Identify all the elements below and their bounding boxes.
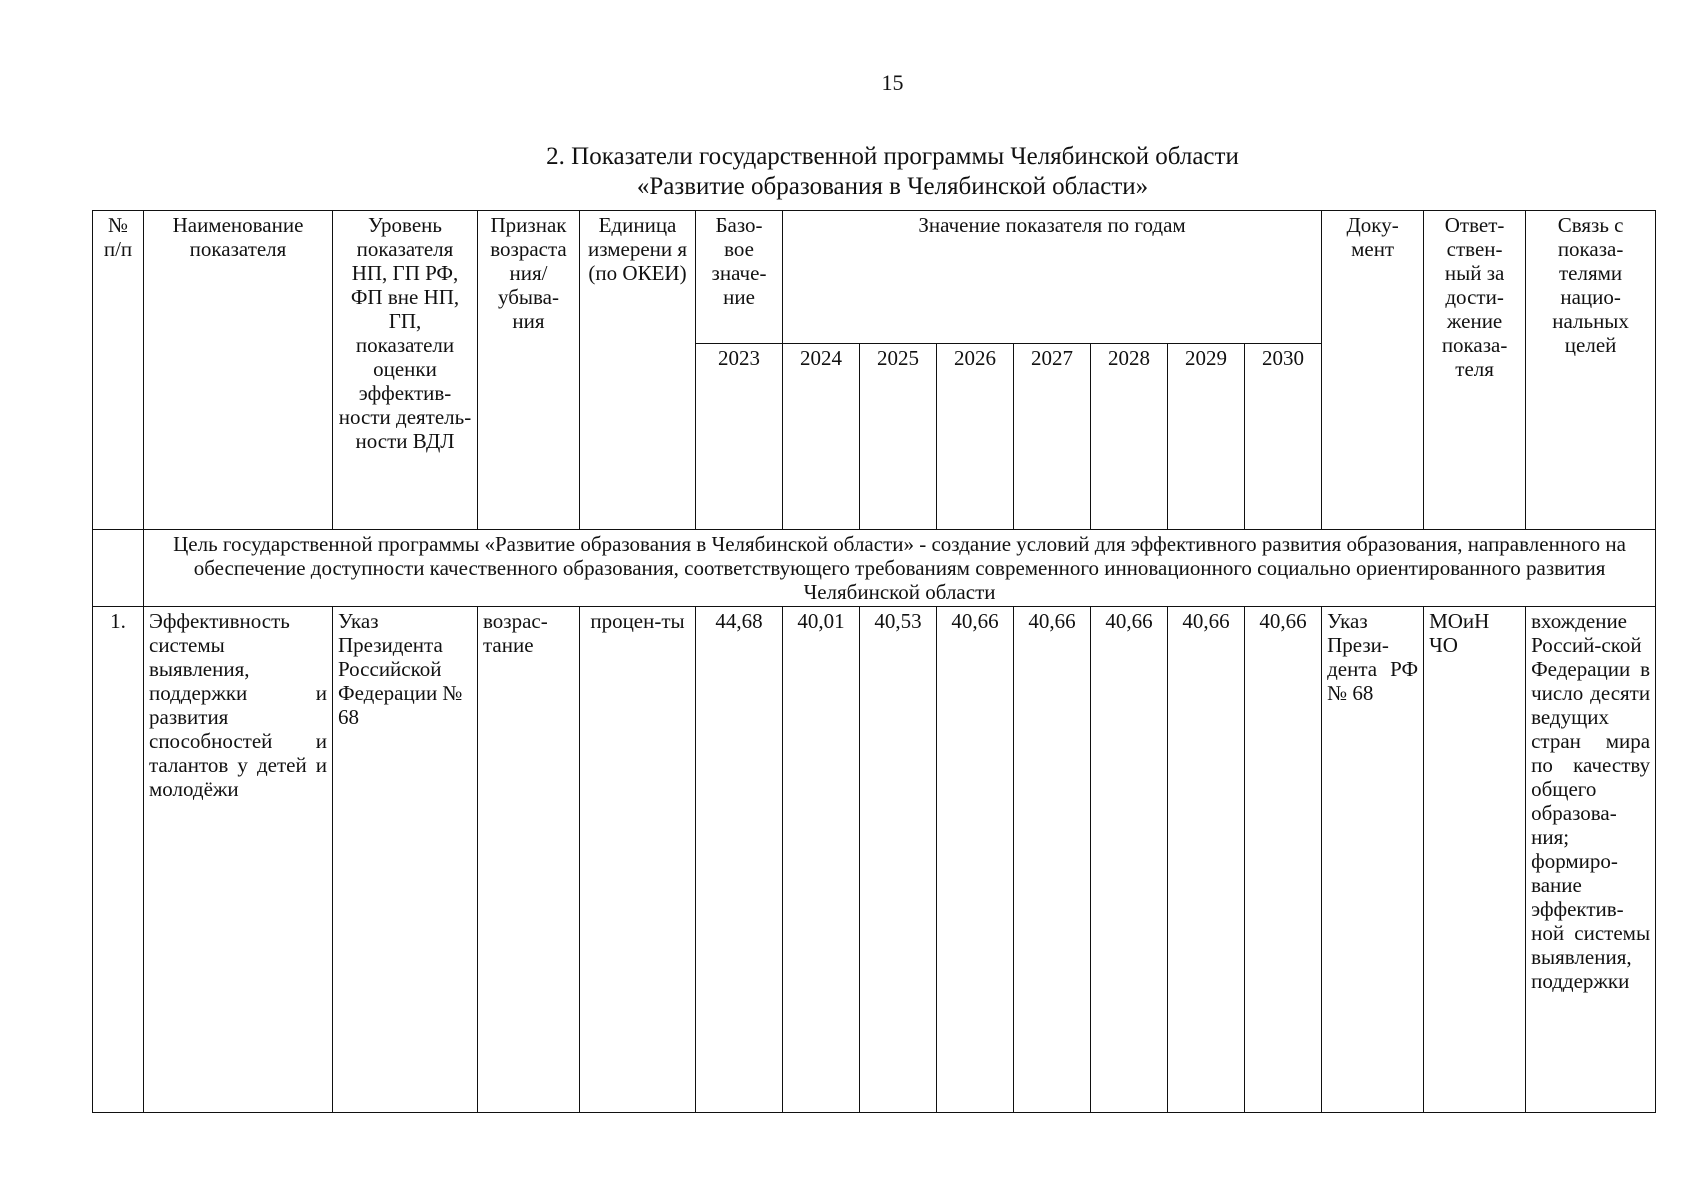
- row-unit: процен-ты: [580, 607, 696, 1113]
- row-responsible: МОиН ЧО: [1424, 607, 1526, 1113]
- header-level: Уровень показателя НП, ГП РФ, ФП вне НП, ГП, показатели оценки эффектив-ности деятель-ности ВДЛ: [333, 211, 478, 530]
- header-link: Связь с показа-телями нацио-нальных целей: [1526, 211, 1656, 530]
- table-row: [93, 607, 1656, 1113]
- header-row: [93, 211, 1656, 344]
- row-value-2028: 40,66: [1091, 607, 1168, 1113]
- year-2024: 2024: [783, 344, 860, 530]
- title-line-2: «Развитие образования в Челябинской области»: [636, 173, 1149, 200]
- row-level: Указ Президента Российской Федерации № 68: [333, 607, 478, 1113]
- header-base: Базо-вое значе-ние: [696, 211, 783, 344]
- header-name: Наименование показателя: [144, 211, 333, 530]
- header-responsible: Ответ-ствен-ный за дости-жение показа-теля: [1424, 211, 1526, 530]
- goal-num-cell: [93, 530, 144, 607]
- header-unit: Единица измерени я (по ОКЕИ): [580, 211, 696, 530]
- goal-row: [93, 530, 1656, 607]
- row-num: 1.: [93, 607, 144, 1113]
- document-title: [0, 142, 1698, 202]
- header-document: Доку-мент: [1322, 211, 1424, 530]
- page-number: 15: [881, 70, 904, 95]
- header-num: № п/п: [93, 211, 144, 530]
- year-2023: 2023: [696, 344, 783, 530]
- row-value-2029: 40,66: [1168, 607, 1245, 1113]
- row-national-goals-link: вхождение Россий-ской Федерации в число десяти ведущих стран мира по качеству общего образова-ния; формиро-вание эффектив-ной системы выявления, поддержки: [1526, 607, 1656, 1113]
- row-indicator-name: Эффективность системы выявления, поддержки и развития способностей и талантов у детей и молодёжи: [144, 607, 333, 1113]
- year-2025: 2025: [860, 344, 937, 530]
- year-2029: 2029: [1168, 344, 1245, 530]
- row-value-2025: 40,53: [860, 607, 937, 1113]
- title-line-1: 2. Показатели государственной программы Челябинской области: [546, 143, 1239, 170]
- year-2030: 2030: [1245, 344, 1322, 530]
- year-2027: 2027: [1014, 344, 1091, 530]
- row-document: Указ Прези-дента РФ № 68: [1322, 607, 1424, 1113]
- indicators-table: [92, 210, 1656, 1113]
- year-2026: 2026: [937, 344, 1014, 530]
- row-value-2024: 40,01: [783, 607, 860, 1113]
- header-values-by-year: Значение показателя по годам: [783, 211, 1322, 344]
- row-value-2026: 40,66: [937, 607, 1014, 1113]
- row-value-2030: 40,66: [1245, 607, 1322, 1113]
- row-base-value: 44,68: [696, 607, 783, 1113]
- year-2028: 2028: [1091, 344, 1168, 530]
- row-trend: возрас-тание: [478, 607, 580, 1113]
- row-value-2027: 40,66: [1014, 607, 1091, 1113]
- header-trend: Признак возраста ния/ убыва-ния: [478, 211, 580, 530]
- program-goal: Цель государственной программы «Развитие образования в Челябинской области» - создание условий для эффективного развития образования, направленного на обеспечение доступности качественного образования, соответствующего требованиям современного инновационного социально ориентированного развития Челябинской области: [144, 530, 1656, 607]
